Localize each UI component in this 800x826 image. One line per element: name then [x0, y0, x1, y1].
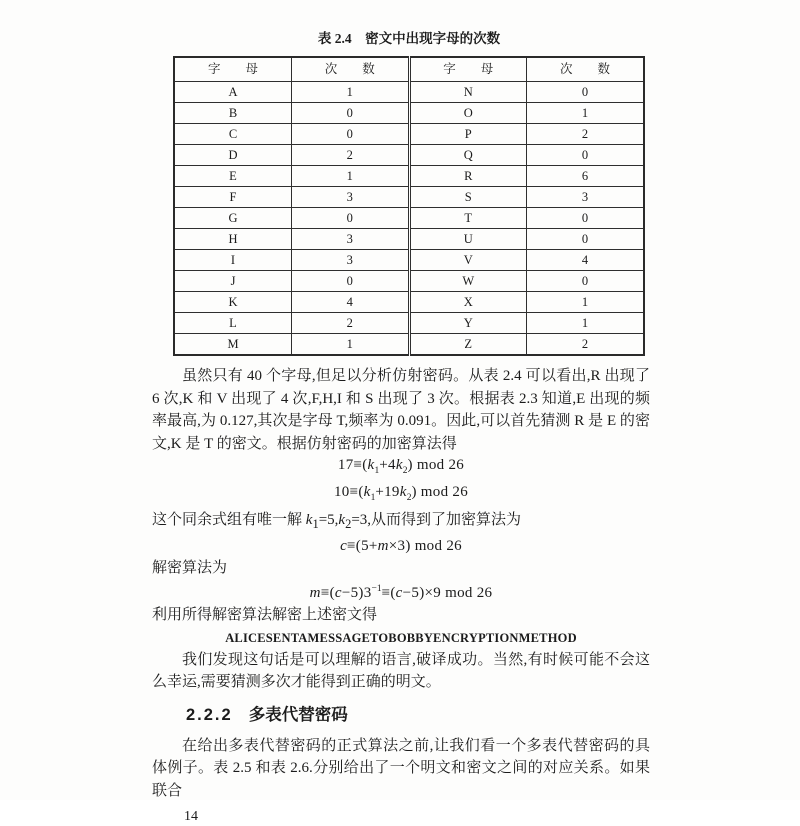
paragraph-unique-solution: 这个同余式组有唯一解 $k_1=5,k_2=3$,从而得到了加密算法为 — [152, 512, 522, 531]
table-cell: 3 — [292, 250, 410, 271]
table-cell: 2 — [527, 124, 645, 145]
paragraph-polyalphabetic-intro: 在给出多表代替密码的正式算法之前,让我们看一个多表代替密码的具体例子。表 2.5 和表 2.6.分别给出了一个明文和密文之间的对应关系。如果联合 — [152, 737, 650, 799]
table-cell: 1 — [292, 334, 410, 356]
table-cell: 1 — [292, 166, 410, 187]
table-row — [174, 166, 644, 187]
table-row — [174, 313, 644, 334]
table-row — [174, 82, 644, 103]
table-cell: O — [409, 103, 527, 124]
table-cell: 3 — [292, 229, 410, 250]
table-row — [174, 292, 644, 313]
equation-congruence-2: $10\equiv(k_1+19k_2)$ mod 26 — [333, 484, 469, 503]
paragraph-conclusion: 我们发现这句话是可以理解的语言,破译成功。当然,有时候可能不会这么幸运,需要猜测多次才能得到正确的明文。 — [152, 651, 650, 690]
table-cell: B — [174, 103, 292, 124]
table-cell: K — [174, 292, 292, 313]
paragraph-decryption-label: 解密算法为 — [152, 559, 228, 576]
table-cell: 6 — [527, 166, 645, 187]
table-cell: 0 — [527, 229, 645, 250]
table-cell: J — [174, 271, 292, 292]
table-cell: 0 — [527, 82, 645, 103]
table-cell: H — [174, 229, 292, 250]
table-cell: 0 — [527, 271, 645, 292]
table-cell: W — [409, 271, 527, 292]
table-cell: 2 — [527, 334, 645, 356]
table-cell: 3 — [292, 187, 410, 208]
table-cell: 0 — [527, 145, 645, 166]
table-row — [174, 124, 644, 145]
table-cell: C — [174, 124, 292, 145]
table-cell: 4 — [527, 250, 645, 271]
table-cell: 0 — [527, 208, 645, 229]
table-cell: U — [409, 229, 527, 250]
table-cell: P — [409, 124, 527, 145]
table-cell: V — [409, 250, 527, 271]
table-cell: 3 — [527, 187, 645, 208]
table-cell: Q — [409, 145, 527, 166]
table-cell: G — [174, 208, 292, 229]
table-cell: 2 — [292, 145, 410, 166]
table-cell: I — [174, 250, 292, 271]
page-number: 14 — [184, 809, 198, 824]
table-row — [174, 271, 644, 292]
table-header-cell-count-right: 次 数 — [527, 57, 645, 82]
table-cell: S — [409, 187, 527, 208]
table-header-cell-letter-left: 字 母 — [174, 57, 292, 82]
table-cell: 1 — [527, 103, 645, 124]
table-cell: 0 — [292, 103, 410, 124]
table-header — [174, 57, 644, 82]
table-header-row — [174, 57, 644, 82]
paragraph-frequency-analysis: 虽然只有 40 个字母,但足以分析仿射密码。从表 2.4 可以看出,R 出现了 6 次,K 和 V 出现了 4 次,F,H,I 和 S 出现了 3 次。根据表 2.3 知道,E 出现的频率最高,为 0.127,其次是字母 T,频率为 0.091。因此,可以首先猜测 R 是 E 的密文,K 是 T 的密文。根据仿射密码的加密算法得 — [152, 368, 650, 452]
table-cell: D — [174, 145, 292, 166]
table-row — [174, 187, 644, 208]
table-body — [174, 82, 644, 356]
table-cell: 2 — [292, 313, 410, 334]
equation-congruence-1: $17\equiv(k_1+4k_2)$ mod 26 — [337, 457, 465, 476]
table-cell: 0 — [292, 271, 410, 292]
equation-encryption: c≡(5+m×3) mod 26 — [340, 537, 462, 554]
table-cell: Y — [409, 313, 527, 334]
table-cell: 0 — [292, 208, 410, 229]
table-caption: 表 2.4 密文中出现字母的次数 — [317, 31, 501, 46]
section-title: 多表代替密码 — [248, 705, 348, 724]
table-cell: 1 — [527, 313, 645, 334]
table-row — [174, 334, 644, 356]
table-cell: F — [174, 187, 292, 208]
table-row — [174, 229, 644, 250]
equation-decryption: $m\equiv(c-5)3^{-1}\equiv(c-5)\times 9$ mod 26 — [309, 584, 493, 601]
table-cell: N — [409, 82, 527, 103]
section-heading — [186, 704, 800, 726]
table-row — [174, 208, 644, 229]
table-cell: Z — [409, 334, 527, 356]
table-cell: 1 — [292, 82, 410, 103]
letter-frequency-table — [173, 56, 645, 356]
table-cell: 0 — [292, 124, 410, 145]
table-header-cell-letter-right: 字 母 — [409, 57, 527, 82]
table-cell: T — [409, 208, 527, 229]
table-row — [174, 103, 644, 124]
decrypted-message: ALICESENTAMESSAGETOBOBBYENCRYPTIONMETHOD — [225, 630, 577, 645]
section-number: 2.2.2 — [186, 705, 233, 724]
table-cell: L — [174, 313, 292, 334]
table-row — [174, 145, 644, 166]
paragraph-apply-decryption: 利用所得解密算法解密上述密文得 — [152, 607, 378, 623]
table-cell: 4 — [292, 292, 410, 313]
table-cell: E — [174, 166, 292, 187]
table-cell: 1 — [527, 292, 645, 313]
table-cell: X — [409, 292, 527, 313]
table-cell: R — [409, 166, 527, 187]
table-row — [174, 250, 644, 271]
table-cell: M — [174, 334, 292, 356]
table-header-cell-count-left: 次 数 — [292, 57, 410, 82]
table-cell: A — [174, 82, 292, 103]
